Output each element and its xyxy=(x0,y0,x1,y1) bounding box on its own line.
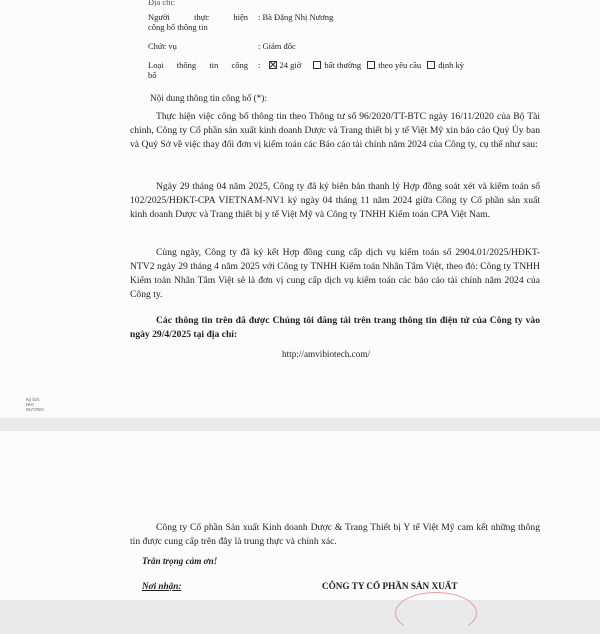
company-signature-title: CÔNG TY CỔ PHẦN SẢN XUẤT xyxy=(322,581,458,591)
checkbox-icon[interactable] xyxy=(313,61,321,69)
document-page-2 xyxy=(0,431,600,600)
option-periodic[interactable]: định kỳ xyxy=(427,60,464,70)
paragraph-4: Các thông tin trên đã được Chúng tôi đăng tải trên trang thông tin điện tử của Công ty vào ngày 29/4/2025 tại địa chỉ: xyxy=(130,315,540,340)
checkbox-icon[interactable] xyxy=(367,61,375,69)
red-seal-edge xyxy=(395,592,477,634)
header-partial-top: Địa chỉ: xyxy=(148,0,176,7)
label-discloser: Người thực hiện công bố thông tin xyxy=(148,12,248,32)
content-intro: Nội dung thông tin công bố (*): xyxy=(150,93,267,103)
company-url[interactable]: http://amvibiotech.com/ xyxy=(282,349,371,359)
option-irregular[interactable]: bất thường xyxy=(313,60,361,70)
label-info-type: Loại thông tin công bố xyxy=(148,60,248,80)
option-on-request[interactable]: theo yêu cầu xyxy=(367,60,421,70)
signature-stamp: Ký bởi: NHỊ NƯƠNG xyxy=(26,397,44,412)
value-discloser: : Bà Đặng Nhị Nương xyxy=(258,12,334,22)
checkbox-checked-icon[interactable] xyxy=(269,61,277,69)
paragraph-2: Ngày 29 tháng 04 năm 2025, Công ty đã ký biên bản thanh lý Hợp đồng soát xét và kiểm toán số 102/2025/HĐKT-CPA VIETNAM-NV1 ký ngày 04 tháng 11 năm 2024 giữa Công ty Cổ phần sản xuất kinh doanh Dược và Trang thiết bị y tế Việt Mỹ và Công ty TNHH Kiểm toán CPA Việt Nam. xyxy=(130,181,540,220)
checkbox-icon[interactable] xyxy=(427,61,435,69)
paragraph-1: Thực hiện việc công bố thông tin theo Thông tư số 96/2020/TT-BTC ngày 16/11/2020 của Bộ Tài chính, Công ty Cổ phần sản xuất kinh doanh Dược và Trang thiết bị y tế Việt Mỹ xin báo cáo Quý Ủy ban và Quý Sở về việc thay đổi đơn vị kiểm toán các Báo cáo tài chính năm 2024 của Công ty, cụ thể như sau: xyxy=(130,111,540,150)
value-info-type: : 24 giờ bất thường theo yêu cầu định kỳ xyxy=(258,60,465,70)
commitment-paragraph: Công ty Cổ phần Sản xuất Kinh doanh Dược & Trang Thiết bị Y tế Việt Mỹ cam kết những thông tin được cung cấp trên đây là trung thực và chính xác. xyxy=(130,522,540,547)
recipients-label: Nơi nhận: xyxy=(142,581,182,591)
label-position: Chức vụ xyxy=(148,41,177,51)
paragraph-3: Cùng ngày, Công ty đã ký kết Hợp đồng cung cấp dịch vụ kiểm toán số 2904.01/2025/HĐKT- NTV2 ngày 29 tháng 4 năm 2025 với Công ty TNHH Kiểm toán Nhân Tâm Việt, theo đó: Công ty TNHH Kiểm toán Nhân Tâm Việt sẽ là đơn vị cung cấp dịch vụ kiểm toán các báo cáo tài chính năm 2024 của Công ty. xyxy=(130,247,540,300)
option-24h[interactable]: 24 giờ xyxy=(269,60,302,70)
regards-text: Trân trọng cảm ơn! xyxy=(142,556,218,566)
value-position: : Giám đốc xyxy=(258,41,296,51)
